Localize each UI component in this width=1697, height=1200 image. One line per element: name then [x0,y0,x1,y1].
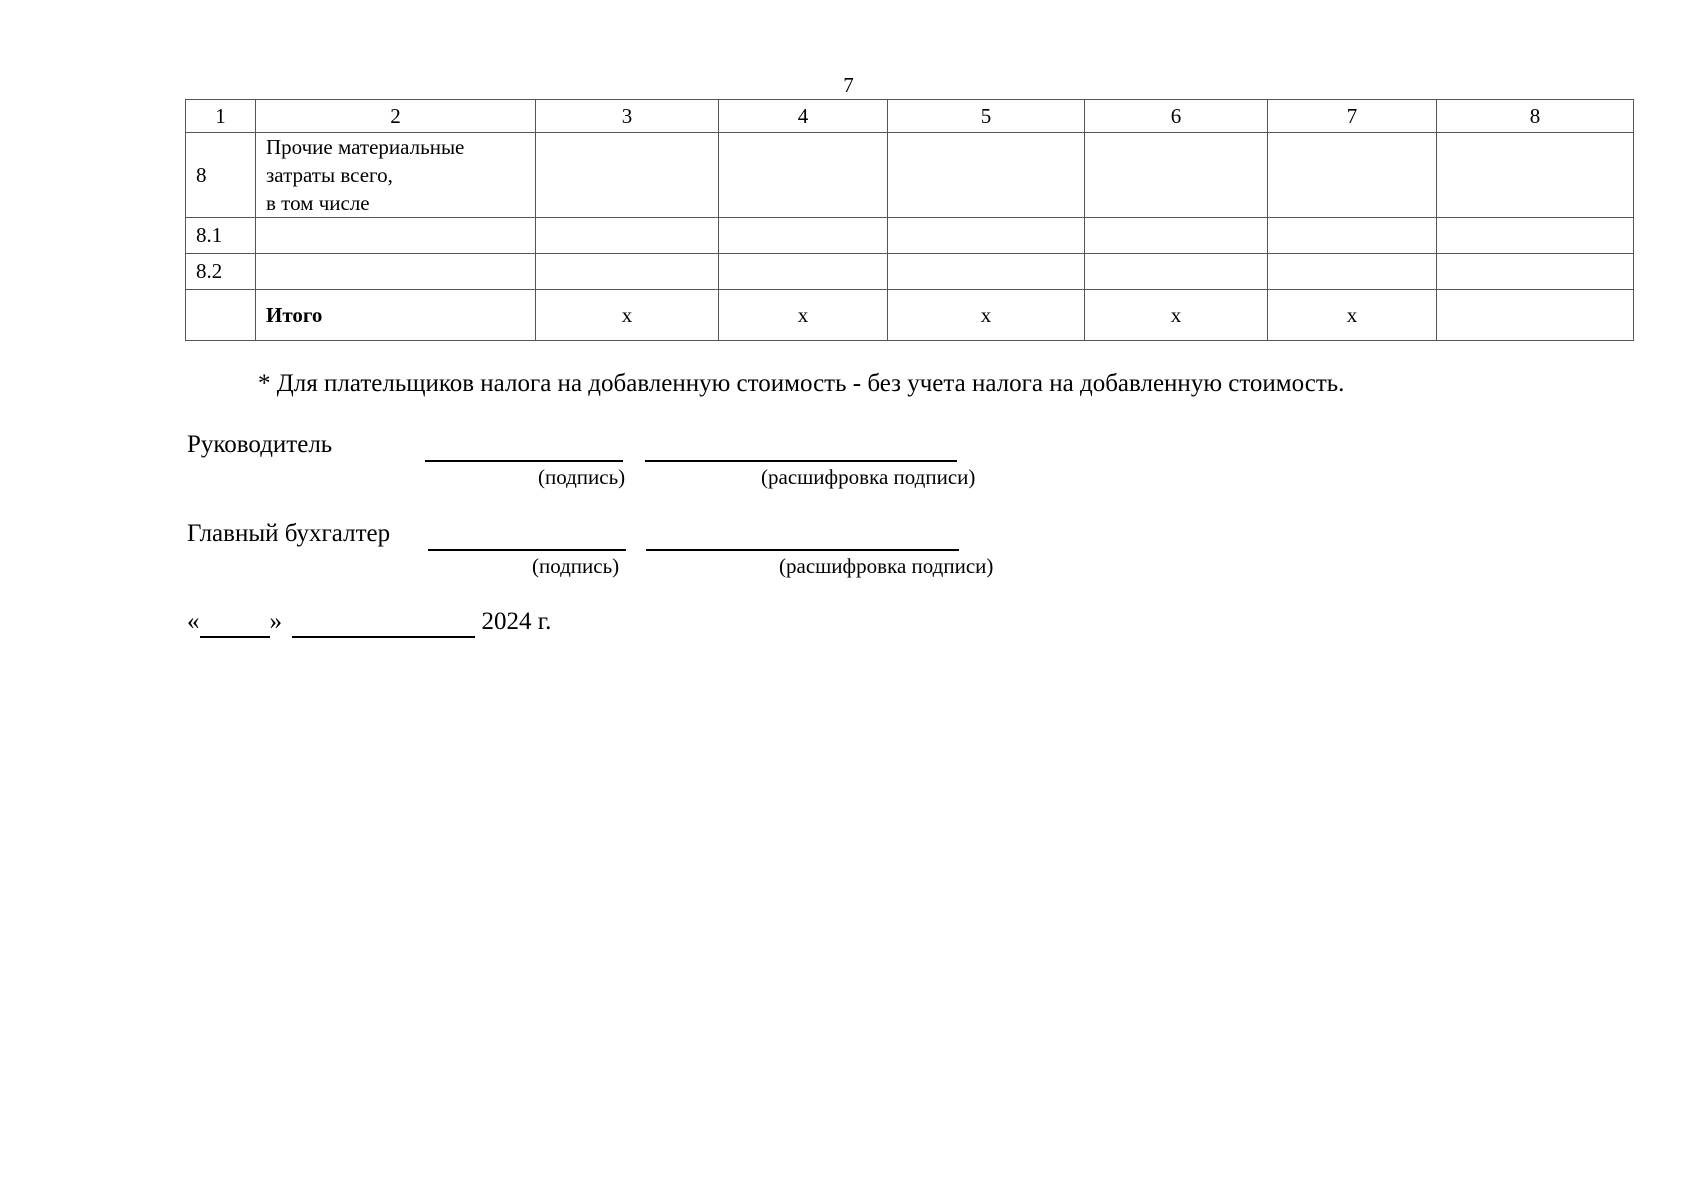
header-cell: 4 [719,100,888,133]
table-cell[interactable] [719,218,888,254]
row-number: 8.1 [186,218,256,254]
table-cell: x [888,290,1085,341]
head-label: Руководитель [187,431,333,458]
table-cell[interactable] [888,218,1085,254]
chief-accountant-decode-caption: (расшифровка подписи) [779,554,994,578]
head-decode-line[interactable] [645,460,957,462]
table-row [186,254,1634,290]
table-cell[interactable] [1268,254,1437,290]
date-close-quote: » [269,608,282,635]
table-cell[interactable] [1085,254,1268,290]
table-header-row [186,100,1634,133]
header-cell: 8 [1437,100,1634,133]
table-cell[interactable] [1437,218,1634,254]
header-cell: 2 [256,100,536,133]
table-cell[interactable] [888,133,1085,218]
total-row [186,290,1634,341]
page-number: 7 [843,73,854,97]
table-cell[interactable] [719,133,888,218]
table-cell[interactable] [1268,218,1437,254]
table-cell[interactable] [1437,133,1634,218]
table-cell[interactable] [536,218,719,254]
row-name: Итого [256,290,536,341]
chief-accountant-signature-caption: (подпись) [532,554,620,578]
table-cell: x [536,290,719,341]
row-name[interactable] [256,218,536,254]
row-number: 8.2 [186,254,256,290]
table-row [186,218,1634,254]
table-cell[interactable] [888,254,1085,290]
row-number [186,290,256,341]
header-cell: 3 [536,100,719,133]
row-name-line: затраты всего, [266,163,393,187]
date-day-blank[interactable] [200,608,270,638]
header-cell: 7 [1268,100,1437,133]
head-signature-line[interactable] [425,460,623,462]
table-cell: x [1268,290,1437,341]
date-open-quote: « [187,608,200,635]
table-cell: x [1085,290,1268,341]
row-name [256,133,536,218]
table-cell[interactable] [1268,133,1437,218]
header-cell: 5 [888,100,1085,133]
cost-table [185,99,1634,341]
date-line [187,608,551,638]
row-name-line: Прочие материальные [266,135,465,159]
head-signature-caption: (подпись) [538,465,626,489]
date-month-blank[interactable] [292,608,475,638]
header-cell: 1 [186,100,256,133]
header-cell: 6 [1085,100,1268,133]
head-decode-caption: (расшифровка подписи) [761,465,976,489]
table-cell[interactable] [1437,290,1634,341]
chief-accountant-signature-line[interactable] [428,549,626,551]
table-cell[interactable] [1085,218,1268,254]
table-cell[interactable] [1085,133,1268,218]
table-cell[interactable] [536,254,719,290]
table-cell: x [719,290,888,341]
footnote: * Для плательщиков налога на добавленную стоимость - без учета налога на добавленную стоимость. [258,370,1345,397]
table-cell[interactable] [1437,254,1634,290]
row-name-line: в том числе [266,191,370,215]
row-name[interactable] [256,254,536,290]
table-row [186,133,1634,218]
chief-accountant-label: Главный бухгалтер [187,520,391,547]
date-year: 2024 г. [481,608,552,635]
table-cell[interactable] [719,254,888,290]
row-number: 8 [186,133,256,218]
chief-accountant-decode-line[interactable] [646,549,959,551]
table-cell[interactable] [536,133,719,218]
